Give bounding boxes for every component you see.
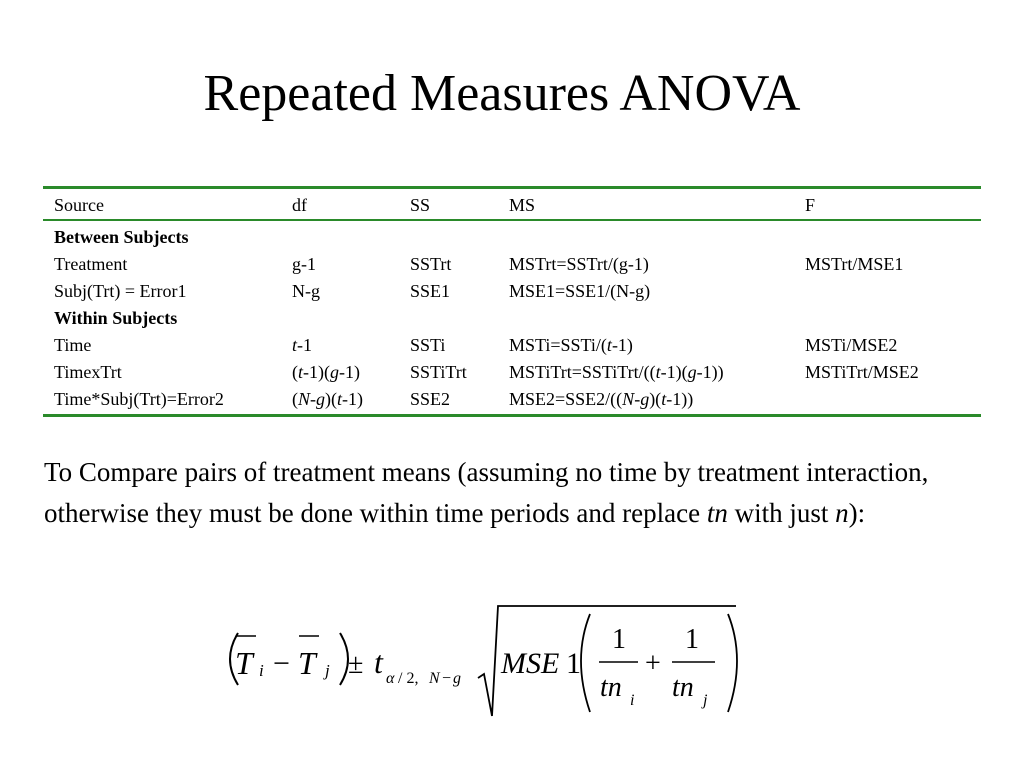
cell-ms: MSTiTrt=SSTiTrt/((t-1)(g-1)) bbox=[509, 362, 724, 382]
body-text-part: To Compare pairs of treatment means (assuming no time by treatment interaction, otherwise they must be done within time periods and replace bbox=[44, 457, 929, 528]
fraction2-denominator: tn bbox=[672, 672, 694, 703]
subscript-alpha: α bbox=[386, 670, 395, 687]
confidence-interval-formula bbox=[226, 600, 746, 725]
cell-source: TimexTrt bbox=[54, 362, 122, 382]
cell-ss: SSTrt bbox=[410, 254, 452, 274]
table-row bbox=[43, 332, 981, 359]
slide-title: Repeated Measures ANOVA bbox=[203, 65, 801, 122]
cell-f: MSTiTrt/MSE2 bbox=[805, 362, 919, 382]
section-heading-within: Within Subjects bbox=[54, 308, 178, 328]
inner-left-paren bbox=[581, 614, 590, 712]
cell-df: g-1 bbox=[292, 254, 316, 274]
fraction2-subscript-j: j bbox=[703, 692, 708, 709]
table-row bbox=[43, 278, 981, 305]
fraction2-numerator: 1 bbox=[685, 624, 699, 655]
body-paragraph bbox=[44, 452, 944, 534]
fraction1-numerator: 1 bbox=[612, 624, 626, 655]
symbol-t-j: T bbox=[298, 645, 316, 681]
cell-f: MSTrt/MSE1 bbox=[805, 254, 904, 274]
cell-df: t-1 bbox=[292, 335, 313, 355]
cell-ms: MSTi=SSTi/(t-1) bbox=[509, 335, 633, 355]
table-row bbox=[43, 251, 981, 278]
subscript-n: N bbox=[429, 670, 440, 687]
subscript-minus: − bbox=[442, 670, 452, 687]
cell-df: (N-g)(t-1) bbox=[292, 389, 364, 409]
plus-minus-sign: ± bbox=[348, 649, 364, 680]
cell-source: Treatment bbox=[54, 254, 128, 274]
section-heading-between: Between Subjects bbox=[54, 227, 189, 247]
mse-suffix: 1 bbox=[566, 647, 581, 680]
right-paren bbox=[340, 633, 348, 685]
cell-source: Subj(Trt) = Error1 bbox=[54, 281, 187, 301]
subscript-j: j bbox=[325, 661, 330, 680]
header-ss: SS bbox=[410, 195, 431, 215]
cell-f bbox=[794, 278, 981, 305]
plus-sign: + bbox=[645, 648, 661, 679]
fraction1-subscript-i: i bbox=[630, 692, 635, 709]
table-header-row bbox=[43, 189, 981, 219]
header-f: F bbox=[805, 195, 816, 215]
cell-df: N-g bbox=[292, 281, 320, 301]
section-heading-row bbox=[43, 305, 981, 332]
cell-f bbox=[794, 386, 981, 414]
cell-ms: MSE2=SSE2/((N-g)(t-1)) bbox=[509, 389, 694, 409]
cell-f: MSTi/MSE2 bbox=[805, 335, 898, 355]
cell-ms: MSTrt=SSTrt/(g-1) bbox=[509, 254, 649, 274]
formula-svg bbox=[226, 600, 746, 725]
subscript-g: g bbox=[453, 670, 461, 687]
minus-sign: − bbox=[273, 647, 290, 680]
section-heading-row bbox=[43, 221, 981, 251]
table-row bbox=[43, 359, 981, 386]
body-var-n: n bbox=[835, 498, 849, 528]
body-text-part: ): bbox=[848, 498, 866, 528]
table-row bbox=[43, 386, 981, 414]
cell-ss: SSTi bbox=[410, 335, 446, 355]
table-bottom-rule bbox=[43, 414, 981, 417]
cell-ss: SSE2 bbox=[410, 389, 451, 409]
subscript-i: i bbox=[259, 661, 264, 680]
body-text-part: with just bbox=[727, 498, 836, 528]
cell-source: Time bbox=[54, 335, 92, 355]
mse-symbol: MSE bbox=[501, 647, 560, 680]
cell-ms: MSE1=SSE1/(N-g) bbox=[509, 281, 651, 301]
anova-table bbox=[43, 186, 981, 417]
cell-df: (t-1)(g-1) bbox=[292, 362, 360, 382]
symbol-t: t bbox=[374, 644, 383, 680]
fraction1-denominator: tn bbox=[600, 672, 622, 703]
symbol-t-i: T bbox=[235, 645, 253, 681]
body-var-tn: tn bbox=[706, 498, 728, 528]
subscript-df: / 2, bbox=[398, 670, 419, 687]
header-ms: MS bbox=[509, 195, 536, 215]
header-df: df bbox=[292, 195, 307, 215]
inner-right-paren bbox=[728, 614, 737, 712]
header-source: Source bbox=[54, 195, 104, 215]
cell-ss: SSE1 bbox=[410, 281, 451, 301]
cell-source: Time*Subj(Trt)=Error2 bbox=[54, 389, 224, 409]
cell-ss: SSTiTrt bbox=[410, 362, 467, 382]
